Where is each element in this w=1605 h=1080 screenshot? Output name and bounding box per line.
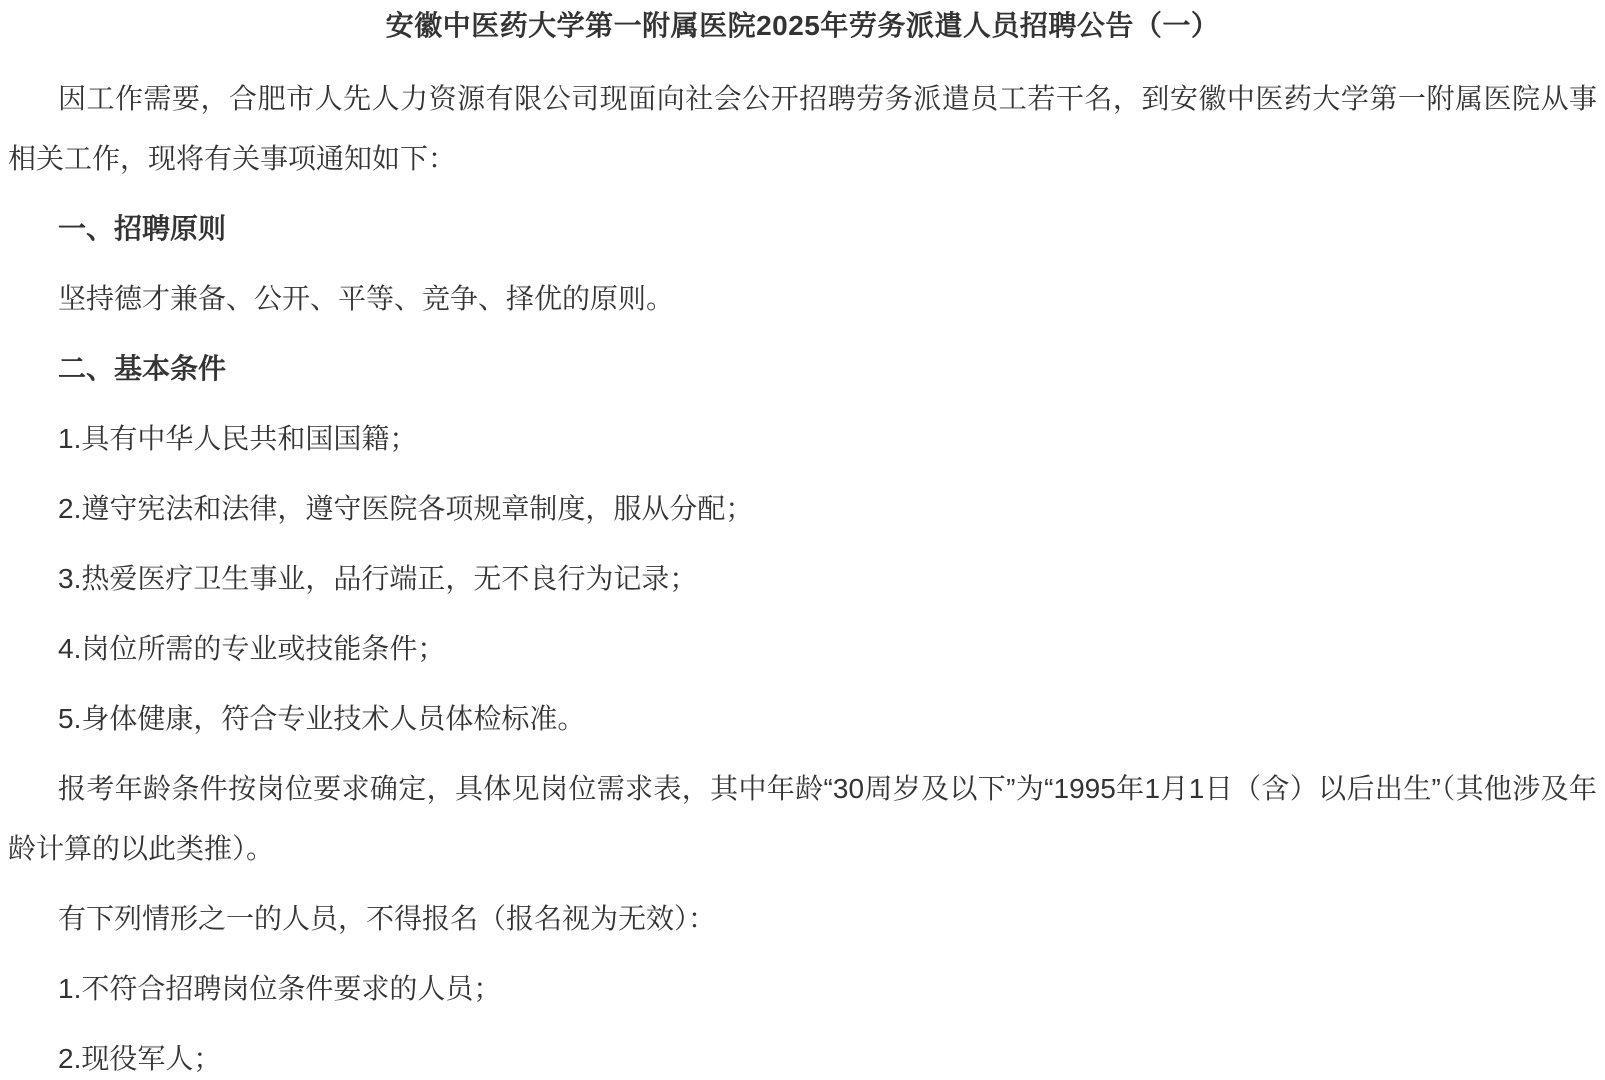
article-title: 安徽中医药大学第一附属医院2025年劳务派遣人员招聘公告（一）: [385, 10, 1220, 41]
condition-item-2: 2.遵守宪法和法律，遵守医院各项规章制度，服从分配；: [58, 493, 754, 524]
condition-item-5: 5.身体健康，符合专业技术人员体检标准。: [58, 703, 586, 734]
principles-paragraph: 坚持德才兼备、公开、平等、竞争、择优的原则。: [58, 283, 675, 314]
section-heading-recruitment-principles: 一、招聘原则: [58, 213, 227, 244]
ineligible-intro-paragraph: 有下列情形之一的人员，不得报名（报名视为无效）：: [58, 903, 717, 934]
age-requirement-paragraph: 报考年龄条件按岗位要求确定，具体见岗位需求表，其中年龄“30周岁及以下”为“1995年1月1日（含）以后出生”（其他涉及年龄计算的以此类推）。: [8, 773, 1597, 864]
section-heading-basic-conditions: 二、基本条件: [58, 353, 227, 384]
intro-paragraph: 因工作需要，合肥市人先人力资源有限公司现面向社会公开招聘劳务派遣员工若干名，到安徽中医药大学第一附属医院从事相关工作，现将有关事项通知如下：: [8, 83, 1597, 174]
condition-item-1: 1.具有中华人民共和国国籍；: [58, 423, 418, 454]
condition-item-4: 4.岗位所需的专业或技能条件；: [58, 633, 446, 664]
condition-item-3: 3.热爱医疗卫生事业，品行端正，无不良行为记录；: [58, 563, 698, 594]
ineligible-item-1: 1.不符合招聘岗位条件要求的人员；: [58, 973, 502, 1004]
ineligible-item-2: 2.现役军人；: [58, 1043, 222, 1074]
